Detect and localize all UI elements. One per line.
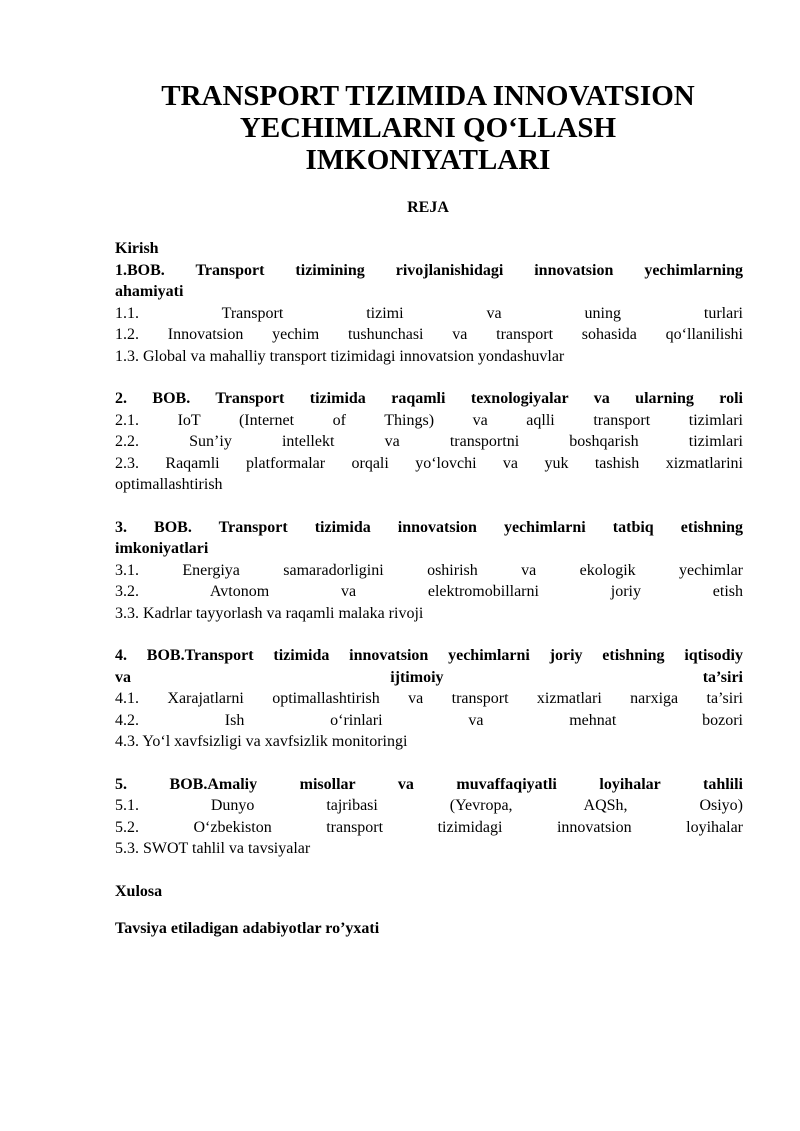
chapter-heading: 2. BOB. Transport tizimida raqamli texnologiyalar va ularning roli — [115, 390, 743, 407]
section-item: 1.1. Transport tizimi va uning turlari — [115, 304, 743, 322]
section-item: 2.1. IoT (Internet of Things) va aqlli transport tizimlari — [115, 411, 743, 429]
section-item: 2.3. Raqamli platformalar orqali yo‘lovchi va yuk tashish xizmatlarini — [115, 454, 743, 472]
references-heading: Tavsiya etiladigan adabiyotlar ro’yxati — [115, 920, 380, 937]
chapter-heading: 5. BOB.Amaliy misollar va muvaffaqiyatli loyihalar tahlili — [115, 775, 743, 793]
section-item: 5.2. O‘zbekiston transport tizimidagi innovatsion loyihalar — [115, 818, 743, 836]
chapter-heading: imkoniyatlari — [115, 540, 209, 557]
spacer — [115, 624, 743, 645]
chapter-heading: 4. BOB.Transport tizimida innovatsion yechimlarni joriy etishning iqtisodiy — [115, 647, 743, 664]
chapter-heading: 3. BOB. Transport tizimida innovatsion yechimlarni tatbiq etishning — [115, 518, 743, 536]
section-item: 3.2. Avtonom va elektromobillarni joriy etish — [115, 583, 743, 600]
plan-heading: REJA — [407, 199, 449, 216]
title-line: TRANSPORT TIZIMIDA INNOVATSION — [161, 80, 695, 112]
spacer — [115, 367, 743, 388]
section-item: 3.3. Kadrlar tayyorlash va raqamli malaka rivoji — [115, 604, 424, 622]
chapter-1 — [115, 260, 743, 368]
chapter-heading: 1.BOB. Transport tizimining rivojlanishidagi innovatsion yechimlarning — [115, 261, 743, 279]
conclusion-heading: Xulosa — [115, 882, 163, 900]
section-item: 5.1. Dunyo tajribasi (Yevropa, AQSh, Osiyo) — [115, 797, 743, 814]
table-of-contents — [115, 238, 743, 940]
section-item: 5.3. SWOT tahlil va tavsiyalar — [115, 840, 311, 857]
spacer — [115, 860, 743, 881]
chapter-2 — [115, 388, 743, 496]
section-item: 1.2. Innovatsion yechim tushunchasi va transport sohasida qo‘llanilishi — [115, 326, 743, 343]
chapter-heading: ahamiyati — [115, 283, 184, 300]
chapter-heading: va ijtimoiy ta’siri — [115, 668, 743, 686]
section-item: 4.3. Yo‘l xavfsizligi va xavfsizlik monitoringi — [115, 733, 408, 750]
section-item: 2.2. Sun’iy intellekt va transportni boshqarish tizimlari — [115, 433, 743, 450]
section-item: 3.1. Energiya samaradorligini oshirish va ekologik yechimlar — [115, 561, 743, 579]
chapter-4 — [115, 645, 743, 753]
spacer — [115, 753, 743, 774]
spacer — [115, 496, 743, 517]
document-title — [100, 80, 756, 176]
chapter-3 — [115, 517, 743, 625]
title-line: YECHIMLARNI QO‘LLASH — [239, 112, 617, 144]
section-item: 4.1. Xarajatlarni optimallashtirish va transport xizmatlari narxiga ta’siri — [115, 690, 743, 707]
section-item: optimallashtirish — [115, 476, 223, 493]
section-item: 4.2. Ish o‘rinlari va mehnat bozori — [115, 711, 743, 729]
title-line: IMKONIYATLARI — [305, 144, 551, 176]
chapter-5 — [115, 774, 743, 860]
kirish-heading: Kirish — [115, 240, 159, 257]
section-item: 1.3. Global va mahalliy transport tizimidagi innovatsion yondashuvlar — [115, 347, 565, 365]
spacer — [115, 902, 743, 918]
